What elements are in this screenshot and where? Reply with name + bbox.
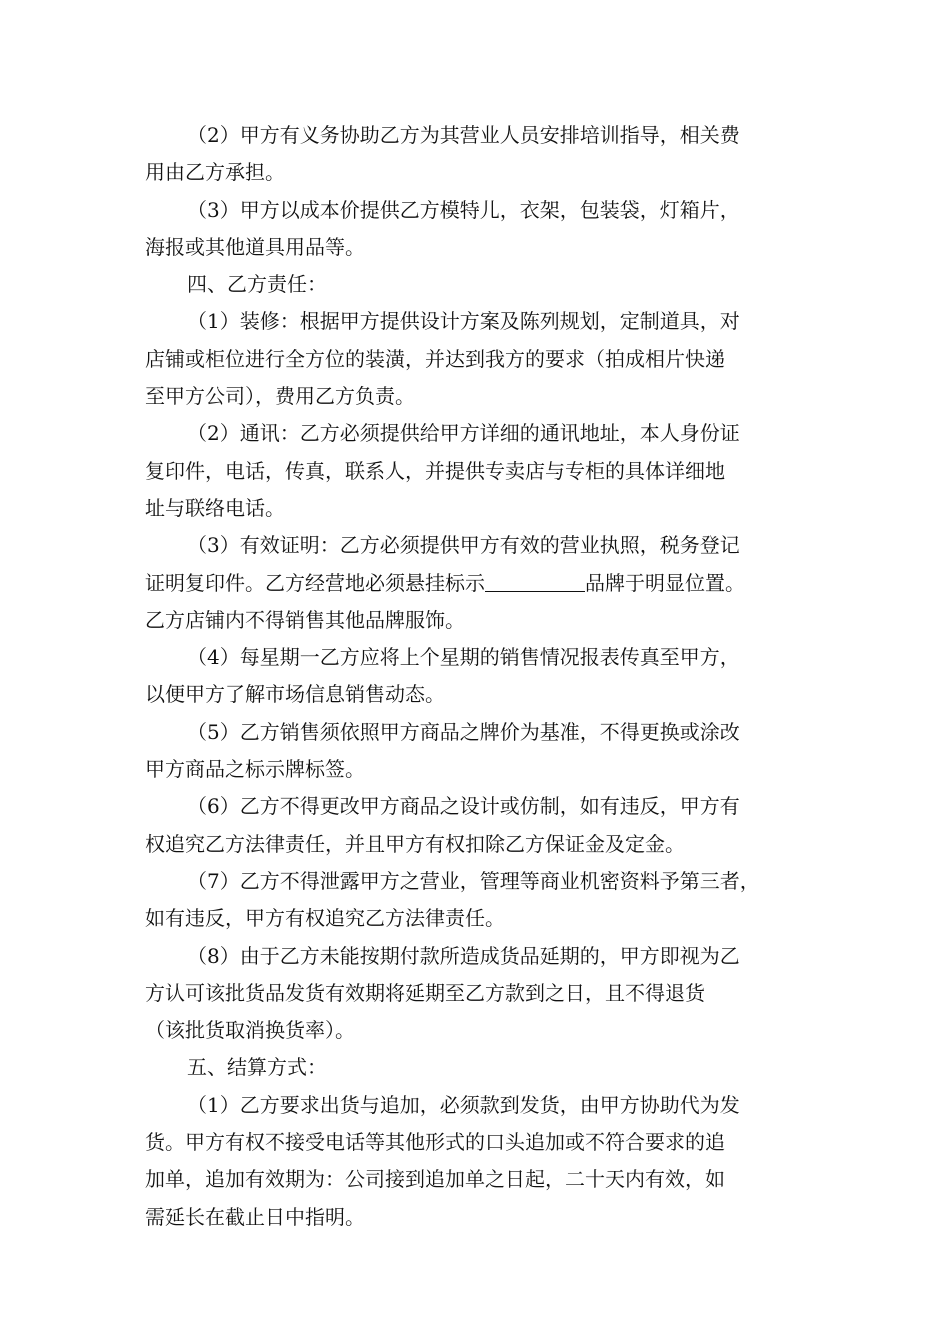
paragraph-party-a-props [145, 192, 805, 267]
text-line: 加单，追加有效期为：公司接到追加单之日起，二十天内有效，如 [145, 1167, 725, 1192]
text-line: 用由乙方承担。 [145, 160, 285, 185]
text-line: （5）乙方销售须依照甲方商品之牌价为基准，不得更换或涂改 [187, 719, 740, 744]
section-heading-party-b-duties [145, 266, 805, 303]
paragraph-design-protection [145, 788, 805, 863]
text-line: （4）每星期一乙方应将上个星期的销售情况报表传真至甲方， [187, 645, 740, 670]
text-line: （该批货取消换货率）。 [145, 1018, 355, 1043]
document-body [145, 117, 805, 1236]
text-line-with-blank [145, 565, 805, 602]
text-line: 址与联络电话。 [145, 495, 285, 520]
text-segment: 品牌于明显位置。 [585, 570, 745, 595]
section-heading-settlement [145, 1049, 805, 1086]
text-line: 店铺或柜位进行全方位的装潢，并达到我方的要求（拍成相片快递 [145, 346, 725, 371]
brand-name-blank [485, 571, 585, 592]
text-line: （7）乙方不得泄露甲方之营业，管理等商业机密资料予第三者， [187, 868, 760, 893]
text-line: （2）通讯：乙方必须提供给甲方详细的通讯地址，本人身份证 [187, 421, 740, 446]
text-line: （3）有效证明：乙方必须提供甲方有效的营业执照，税务登记 [187, 533, 740, 558]
paragraph-shipment-orders [145, 1087, 805, 1236]
text-line: （1）装修：根据甲方提供设计方案及陈列规划，定制道具，对 [187, 309, 740, 334]
paragraph-decoration [145, 303, 805, 415]
text-line: 权追究乙方法律责任，并且甲方有权扣除乙方保证金及定金。 [145, 831, 685, 856]
paragraph-weekly-report [145, 639, 805, 714]
text-line: 货。甲方有权不接受电话等其他形式的口头追加或不符合要求的追 [145, 1130, 725, 1155]
paragraph-payment-delay [145, 938, 805, 1050]
text-line: 海报或其他道具用品等。 [145, 234, 365, 259]
text-line: 如有违反，甲方有权追究乙方法律责任。 [145, 906, 505, 931]
text-line: 至甲方公司），费用乙方负责。 [145, 384, 415, 409]
paragraph-pricing [145, 714, 805, 789]
text-line: 以便甲方了解市场信息销售动态。 [145, 682, 445, 707]
text-line: （8）由于乙方未能按期付款所造成货品延期的，甲方即视为乙 [187, 943, 740, 968]
paragraph-communication [145, 415, 805, 527]
text-line: （1）乙方要求出货与追加，必须款到发货，由甲方协助代为发 [187, 1092, 740, 1117]
paragraph-confidentiality [145, 863, 805, 938]
paragraph-valid-proof [145, 527, 805, 639]
text-line: （6）乙方不得更改甲方商品之设计或仿制，如有违反，甲方有 [187, 794, 740, 819]
text-line: 需延长在截止日中指明。 [145, 1204, 365, 1229]
text-line: 甲方商品之标示牌标签。 [145, 757, 365, 782]
text-line: 方认可该批货品发货有效期将延期至乙方款到之日，且不得退货 [145, 980, 705, 1005]
text-line: （2）甲方有义务协助乙方为其营业人员安排培训指导，相关费 [187, 123, 740, 147]
text-segment: 证明复印件。乙方经营地必须悬挂标示 [145, 570, 485, 595]
text-line: 复印件，电话，传真，联系人，并提供专卖店与专柜的具体详细地 [145, 458, 725, 483]
section-heading: 五、结算方式： [187, 1055, 327, 1080]
text-line: （3）甲方以成本价提供乙方模特儿，衣架，包装袋，灯箱片， [187, 197, 740, 222]
text-line: 乙方店铺内不得销售其他品牌服饰。 [145, 607, 465, 632]
section-heading: 四、乙方责任： [187, 272, 327, 297]
paragraph-party-a-training [145, 117, 805, 192]
